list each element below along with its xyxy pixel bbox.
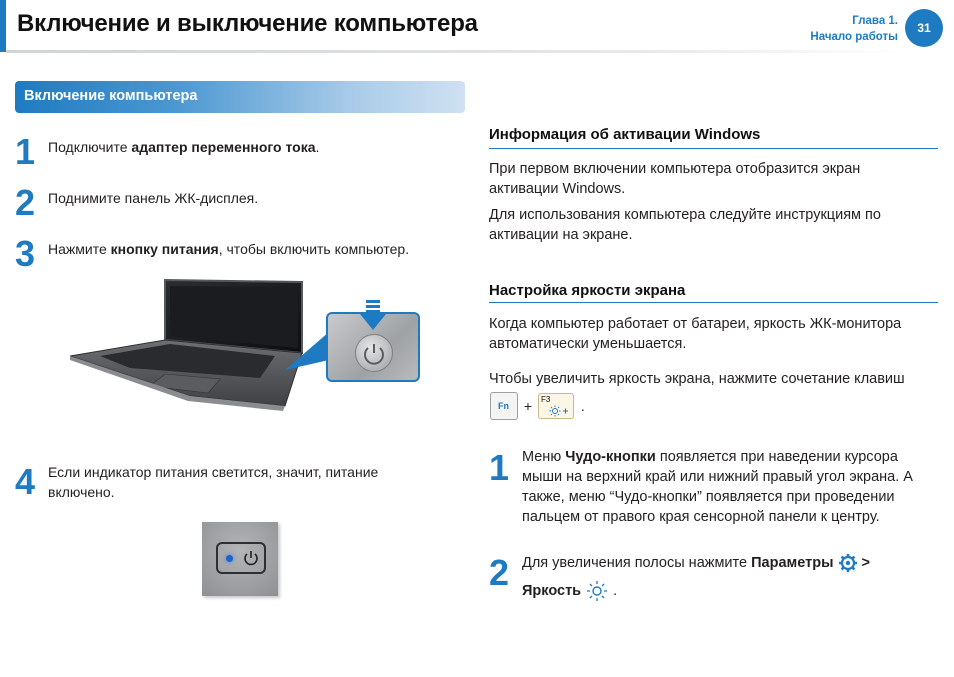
period: . xyxy=(580,398,585,414)
brightness-paragraph-1: Когда компьютер работает от батареи, яркость ЖК-монитора автоматически уменьшается. xyxy=(489,316,902,352)
header-divider xyxy=(6,50,906,53)
page-title: Включение и выключение компьютера xyxy=(17,10,478,37)
section-header xyxy=(15,81,465,113)
chapter-label xyxy=(810,13,898,45)
fn-key: Fn xyxy=(490,392,518,420)
step-3 xyxy=(15,233,465,276)
page-number-badge: 31 xyxy=(905,9,943,47)
step-number: 1 xyxy=(489,447,510,488)
step-number: 3 xyxy=(15,233,36,274)
power-led-indicator xyxy=(226,555,233,562)
chapter-number: Глава 1. xyxy=(852,15,898,27)
step-text: Для увеличения полосы нажмите Параметры > Яркость . xyxy=(522,553,941,603)
power-icon xyxy=(241,548,261,568)
section-title: Включение компьютера xyxy=(24,88,198,104)
brightness-icon xyxy=(585,579,609,603)
power-indicator-photo xyxy=(202,522,278,596)
key-combination xyxy=(490,392,585,424)
step-4 xyxy=(15,462,465,512)
power-icon xyxy=(355,334,393,372)
step-text: Меню Чудо-кнопки появляется при наведении курсора мыши на верхний край или нижний правый угол экрана. А также, меню “Чудо-кнопки” появляется при проведении пальцем от правого края сенсорной панели к центру. xyxy=(522,449,913,525)
step-number: 2 xyxy=(15,182,36,223)
f3-key: F3 xyxy=(538,393,574,419)
step-1 xyxy=(15,131,465,174)
arrow-separator: > xyxy=(861,555,870,571)
activation-paragraph-1: При первом включении компьютера отобразится экран активации Windows. xyxy=(489,161,861,197)
step-number: 2 xyxy=(489,552,510,593)
step-number: 1 xyxy=(15,131,36,172)
brightness-heading: Настройка яркости экрана xyxy=(489,282,686,299)
activation-heading: Информация об активации Windows xyxy=(489,126,761,143)
chapter-title: Начало работы xyxy=(810,31,898,43)
header-accent-bar xyxy=(0,0,6,52)
step-text: Поднимите панель ЖК-дисплея. xyxy=(48,190,259,206)
brightness-paragraph-2: Чтобы увеличить яркость экрана, нажмите сочетание клавиш xyxy=(489,371,905,387)
step-text: Подключите адаптер переменного тока. xyxy=(48,139,320,155)
brightness-heading-rule xyxy=(489,302,938,303)
brightness-up-icon xyxy=(549,405,569,417)
press-arrow-icon xyxy=(360,300,386,332)
brightness-step-1 xyxy=(489,446,941,536)
activation-heading-rule xyxy=(489,148,938,149)
settings-gear-icon xyxy=(838,553,858,573)
step-2 xyxy=(15,182,465,225)
activation-paragraph-2: Для использования компьютера следуйте инструкциям по активации на экране. xyxy=(489,207,881,243)
power-button xyxy=(355,334,393,372)
step-text: Если индикатор питания светится, значит, питание включено. xyxy=(48,464,379,500)
step-text: Нажмите кнопку питания, чтобы включить компьютер. xyxy=(48,241,410,257)
brightness-step-2 xyxy=(489,550,941,610)
step-number: 4 xyxy=(15,461,36,502)
plus-sign: + xyxy=(523,398,533,414)
